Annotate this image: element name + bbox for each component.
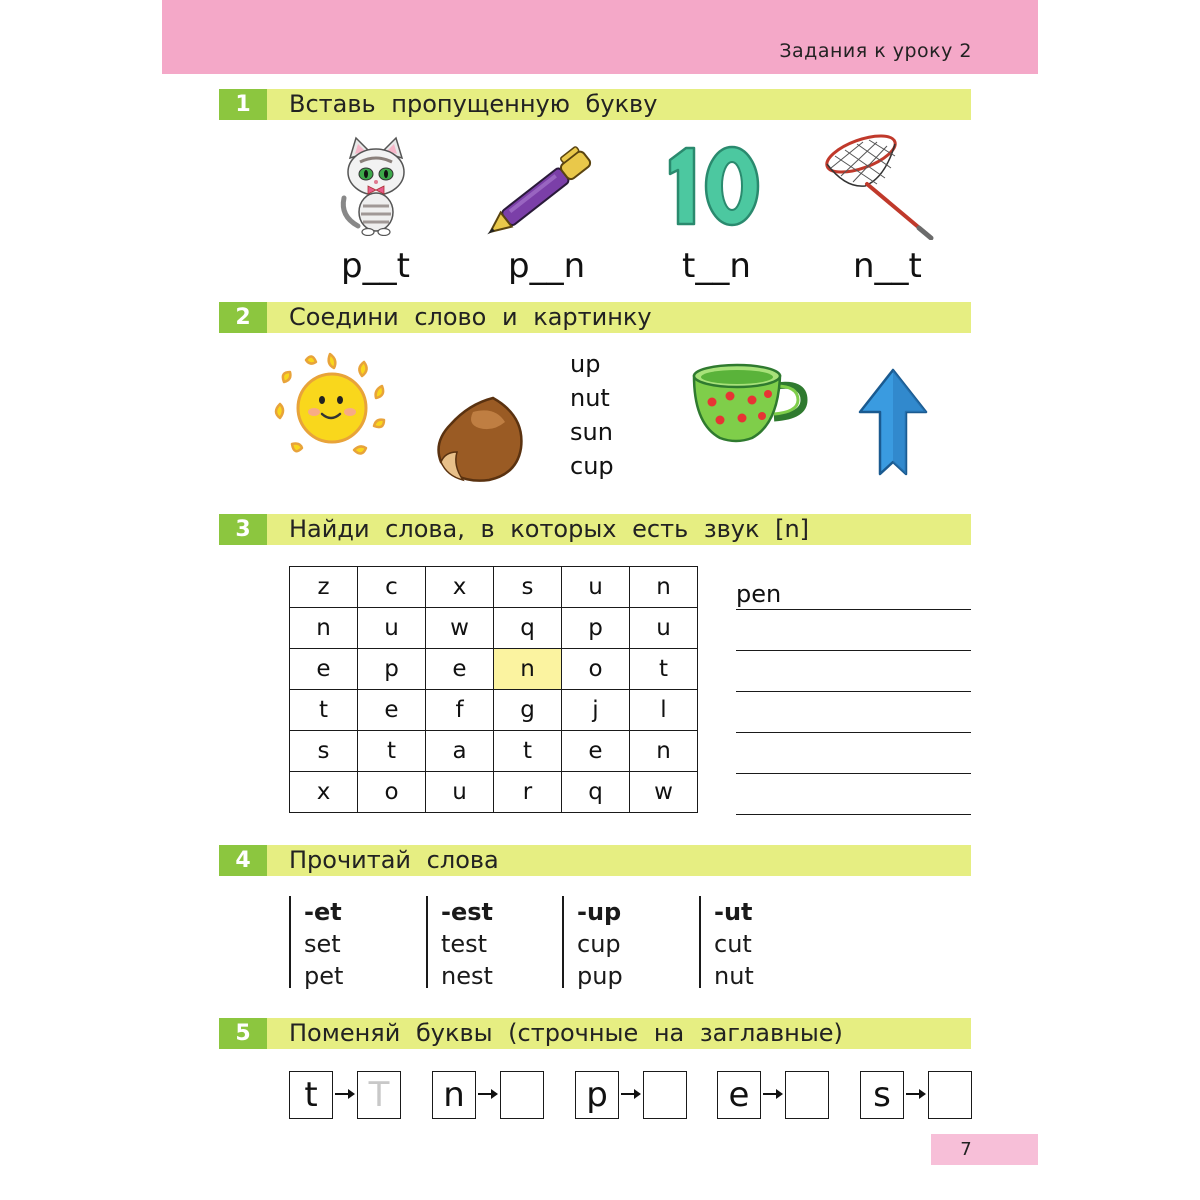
lowercase-letter-box: n [432, 1071, 476, 1119]
grid-cell[interactable]: e [358, 690, 426, 731]
cat-icon [330, 136, 422, 236]
lowercase-letter-box: s [860, 1071, 904, 1119]
section-3-bar [219, 514, 971, 545]
uppercase-answer-box[interactable] [928, 1071, 972, 1119]
grid-cell[interactable]: o [358, 772, 426, 813]
grid-cell[interactable]: u [358, 608, 426, 649]
right-arrow-icon [620, 1084, 642, 1104]
grid-cell[interactable]: q [562, 772, 630, 813]
match-word-1: up [570, 350, 601, 378]
grid-cell[interactable]: u [426, 772, 494, 813]
grid-cell[interactable]: t [630, 649, 698, 690]
section-4-number: 4 [219, 845, 267, 876]
grid-cell[interactable]: w [630, 772, 698, 813]
grid-cell[interactable]: t [290, 690, 358, 731]
lowercase-letter-box: e [717, 1071, 761, 1119]
grid-cell[interactable]: r [494, 772, 562, 813]
gap-word-4: n__t [853, 246, 922, 286]
right-arrow-icon [334, 1084, 356, 1104]
net-icon [815, 128, 935, 240]
word-family-column-4 [699, 896, 754, 988]
grid-cell[interactable]: t [358, 731, 426, 772]
grid-cell[interactable]: p [562, 608, 630, 649]
word-family-heading: -ut [714, 898, 753, 926]
uppercase-answer-box[interactable] [500, 1071, 544, 1119]
grid-cell[interactable]: e [426, 649, 494, 690]
section-2-title: Соедини слово и картинку [289, 303, 652, 331]
grid-cell[interactable]: z [290, 567, 358, 608]
word-family-word: test [441, 930, 488, 958]
letter-grid [289, 566, 698, 813]
grid-cell[interactable]: f [426, 690, 494, 731]
grid-cell[interactable]: p [358, 649, 426, 690]
word-family-word: pet [304, 962, 344, 990]
match-word-3: sun [570, 418, 613, 446]
answer-example: pen [736, 580, 782, 608]
grid-cell[interactable]: q [494, 608, 562, 649]
section-2-bar [219, 302, 971, 333]
gap-word-1: p__t [341, 246, 410, 286]
grid-cell[interactable]: s [290, 731, 358, 772]
grid-cell[interactable]: s [494, 567, 562, 608]
grid-cell[interactable]: l [630, 690, 698, 731]
section-3-number: 3 [219, 514, 267, 545]
uppercase-answer-box[interactable] [785, 1071, 829, 1119]
answer-line-6[interactable] [736, 814, 971, 815]
cup-icon [690, 362, 808, 444]
grid-cell[interactable]: e [562, 731, 630, 772]
section-3-title: Найди слова, в которых есть звук [n] [289, 515, 810, 543]
word-family-column-2 [426, 896, 493, 988]
grid-cell[interactable]: e [290, 649, 358, 690]
match-word-2: nut [570, 384, 610, 412]
word-family-word: cut [714, 930, 752, 958]
right-arrow-icon [905, 1084, 927, 1104]
number-ten-icon [660, 140, 764, 230]
grid-cell[interactable]: x [290, 772, 358, 813]
section-4-title: Прочитай слова [289, 846, 499, 874]
section-1-bar [219, 89, 971, 120]
match-word-4: cup [570, 452, 614, 480]
right-arrow-icon [477, 1084, 499, 1104]
answer-line-4[interactable] [736, 732, 971, 733]
word-family-heading: -est [441, 898, 493, 926]
word-family-column-1 [289, 896, 343, 988]
page-number: 7 [960, 1139, 972, 1160]
page-number-bar [931, 1134, 1038, 1165]
uppercase-answer-box[interactable]: T [357, 1071, 401, 1119]
grid-cell[interactable]: x [426, 567, 494, 608]
grid-cell[interactable]: n [290, 608, 358, 649]
grid-cell[interactable]: g [494, 690, 562, 731]
lesson-title: Задания к уроку 2 [779, 40, 972, 62]
grid-cell[interactable]: u [562, 567, 630, 608]
page-header [162, 0, 1038, 74]
answer-line-5[interactable] [736, 773, 971, 774]
section-5-title: Поменяй буквы (строчные на заглавные) [289, 1019, 843, 1047]
grid-cell[interactable]: n [630, 567, 698, 608]
answer-line-2[interactable] [736, 650, 971, 651]
grid-cell[interactable]: t [494, 731, 562, 772]
answer-line-1[interactable] [736, 609, 971, 610]
hazelnut-icon [433, 392, 527, 486]
grid-cell[interactable]: c [358, 567, 426, 608]
grid-cell[interactable]: w [426, 608, 494, 649]
word-family-heading: -et [304, 898, 342, 926]
right-arrow-icon [762, 1084, 784, 1104]
word-family-word: cup [577, 930, 621, 958]
sun-icon [272, 352, 396, 464]
section-5-bar [219, 1018, 971, 1049]
gap-word-3: t__n [682, 246, 751, 286]
grid-cell-highlighted[interactable]: n [494, 649, 562, 690]
grid-cell[interactable]: u [630, 608, 698, 649]
section-5-number: 5 [219, 1018, 267, 1049]
section-1-title: Вставь пропущенную букву [289, 90, 658, 118]
section-4-bar [219, 845, 971, 876]
grid-cell[interactable]: a [426, 731, 494, 772]
uppercase-answer-box[interactable] [643, 1071, 687, 1119]
word-family-word: set [304, 930, 341, 958]
word-family-column-3 [562, 896, 623, 988]
word-family-word: pup [577, 962, 623, 990]
section-2-number: 2 [219, 302, 267, 333]
word-family-heading: -up [577, 898, 622, 926]
arrow-up-icon [856, 366, 930, 480]
grid-cell[interactable]: n [630, 731, 698, 772]
lowercase-letter-box: t [289, 1071, 333, 1119]
word-family-word: nest [441, 962, 493, 990]
grid-cell[interactable]: o [562, 649, 630, 690]
pen-icon [486, 138, 602, 242]
section-1-number: 1 [219, 89, 267, 120]
lowercase-letter-box: p [575, 1071, 619, 1119]
grid-cell[interactable]: j [562, 690, 630, 731]
word-family-word: nut [714, 962, 754, 990]
gap-word-2: p__n [508, 246, 586, 286]
answer-line-3[interactable] [736, 691, 971, 692]
